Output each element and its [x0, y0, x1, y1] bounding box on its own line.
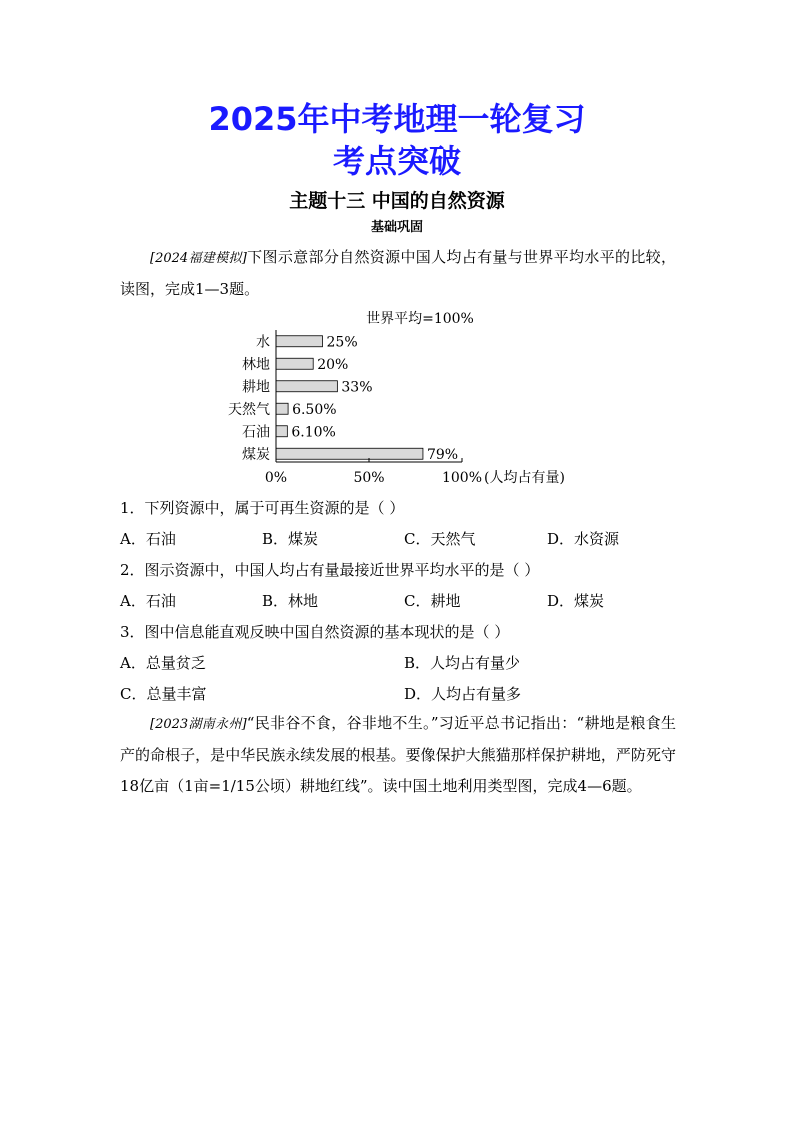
- category-label-forest: 林地: [242, 356, 270, 373]
- q1-option-a: A．石油: [120, 530, 176, 548]
- chart-title: 世界平均=100%: [366, 311, 474, 327]
- q1-option-b: B．煤炭: [262, 530, 319, 548]
- q3-option-a: A．总量贫乏: [120, 654, 206, 672]
- section-heading: 基础巩固: [370, 220, 423, 235]
- q3-option-c: C．总量丰富: [120, 685, 207, 703]
- q2-option-b: B．林地: [262, 592, 319, 610]
- bar-farmland: [276, 381, 337, 392]
- question-1: 1．下列资源中，属于可再生资源的是（ ）: [120, 499, 405, 517]
- x-axis-label: (人均占有量): [484, 470, 565, 486]
- q1-option-c: C．天然气: [404, 530, 476, 548]
- q2-option-a: A．石油: [120, 592, 176, 610]
- page-title-line2: 考点突破: [332, 142, 461, 180]
- value-label-natural-gas: 6.50%: [292, 401, 337, 418]
- page-title: 2025年中考地理一轮复习: [208, 100, 586, 138]
- category-label-oil: 石油: [242, 424, 270, 441]
- bar-coal: [276, 448, 423, 459]
- value-label-farmland: 33%: [341, 379, 373, 396]
- q3-option-b: B．人均占有量少: [404, 654, 521, 672]
- q2-option-d: D．煤炭: [547, 592, 605, 610]
- intro-text: 下图示意部分自然资源中国人均占有量与世界平均水平的比较，读图，完成1—3题。: [120, 248, 676, 298]
- value-label-coal: 79%: [426, 446, 459, 463]
- intro-text-2: “民非谷不食，谷非地不生。”习近平总书记指出：“耕地是粮食生产的命根子，是中华民族永续发展的根基。要像保护大熊猫那样保护耕地，严防死守18亿亩（1亩=1/15公顷）耕地红线”。读中国土地利用类型图，完成4—6题。: [120, 714, 677, 795]
- q1-option-d: D．水资源: [547, 530, 620, 548]
- topic-title: 主题十三 中国的自然资源: [289, 190, 505, 212]
- question-2: 2．图示资源中，中国人均占有量最接近世界平均水平的是（ ）: [120, 561, 540, 579]
- category-label-farmland: 耕地: [242, 379, 270, 396]
- bar-forest: [276, 358, 313, 369]
- source-tag: [2024福建模拟]: [150, 251, 247, 266]
- q3-option-d: D．人均占有量多: [404, 685, 522, 703]
- value-label-oil: 6.10%: [291, 424, 336, 441]
- q2-option-c: C．耕地: [404, 592, 461, 610]
- resource-bar-chart: [210, 300, 600, 492]
- intro-paragraph-1: [120, 242, 676, 305]
- bar-oil: [276, 426, 287, 437]
- source-tag-2: [2023湖南永州]: [150, 717, 247, 732]
- bar-natural-gas: [276, 403, 288, 414]
- value-label-forest: 20%: [317, 356, 349, 373]
- x-tick-label-2: 100%: [441, 470, 483, 486]
- bar-water: [276, 336, 323, 347]
- category-label-natural-gas: 天然气: [228, 401, 270, 418]
- value-label-water: 25%: [326, 334, 358, 351]
- x-tick-label-1: 50%: [353, 470, 385, 486]
- category-label-water: 水: [256, 334, 270, 351]
- question-3: 3．图中信息能直观反映中国自然资源的基本现状的是（ ）: [120, 623, 510, 641]
- category-label-coal: 煤炭: [242, 446, 270, 463]
- intro-paragraph-2: [120, 708, 676, 802]
- x-tick-label-0: 0%: [264, 470, 288, 486]
